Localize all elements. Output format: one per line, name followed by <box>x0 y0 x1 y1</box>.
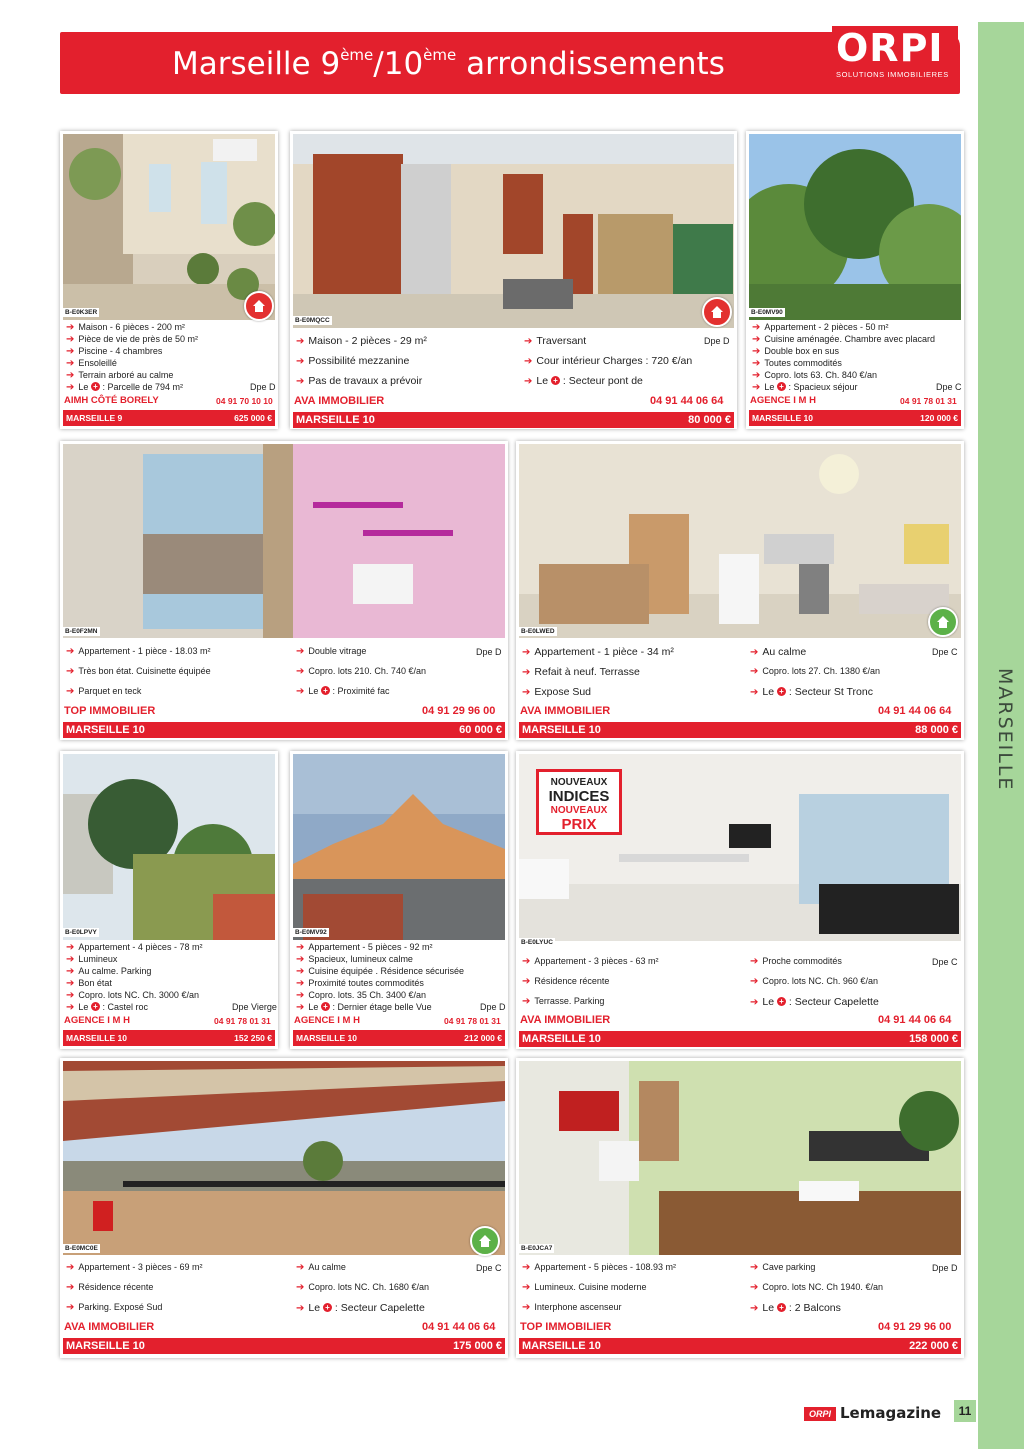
dpe-rating: Dpe C <box>476 1263 502 1273</box>
dpe-rating: Dpe D <box>476 647 502 657</box>
listing-card[interactable] <box>290 751 508 1049</box>
agency-name: AVA IMMOBILIER <box>64 1321 155 1333</box>
agency-phone[interactable]: 04 91 78 01 31 <box>214 1016 271 1026</box>
listing-ref: B-E0K3ER <box>65 309 98 316</box>
price-update-badge: NOUVEAUX INDICES NOUVEAUX PRIX <box>536 769 622 835</box>
feature-line: ➔ Cave parking <box>750 1262 816 1273</box>
feature-line: ➔ Lumineux <box>66 954 118 965</box>
price: 60 000 € <box>459 724 502 736</box>
feature-line: ➔ Copro. lots 27. Ch. 1380 €/an <box>750 666 880 677</box>
property-photo <box>519 1061 961 1255</box>
listing-ref: B-E0LWED <box>521 628 555 635</box>
listing-card[interactable] <box>290 131 737 429</box>
feature-line: ➔ Spacieux, lumineux calme <box>296 954 413 965</box>
listing-card[interactable] <box>60 441 508 740</box>
agency-name: TOP IMMOBILIER <box>520 1321 612 1333</box>
dpe-rating: Dpe Vierge <box>232 1002 277 1012</box>
feature-line: ➔ Double box en sus <box>752 346 839 357</box>
feature-line: ➔ Au calme <box>750 646 807 658</box>
property-photo <box>63 134 275 320</box>
plus-line: ➔ Le + : Dernier étage belle Vue <box>296 1002 432 1013</box>
feature-line: ➔ Résidence récente <box>522 976 610 987</box>
feature-line: ➔ Parquet en teck <box>66 686 142 697</box>
property-photo <box>293 134 734 328</box>
property-photo <box>63 444 505 638</box>
plus-line: ➔ Le + : Parcelle de 794 m² <box>66 382 183 393</box>
feature-line: ➔ Bon état <box>66 978 112 989</box>
feature-line: ➔ Terrasse. Parking <box>522 996 605 1007</box>
agency-phone[interactable]: 04 91 70 10 10 <box>216 396 273 406</box>
listing-ref: B-E0MC0E <box>65 1245 98 1252</box>
plus-line: ➔ Le + : Proximité fac <box>296 686 390 697</box>
feature-line: ➔ Appartement - 4 pièces - 78 m² <box>66 942 203 953</box>
price-bar <box>63 1030 275 1046</box>
city-label: MARSEILLE 10 <box>66 1340 145 1352</box>
feature-line: ➔ Copro. lots NC. Ch 1940. €/an <box>750 1282 883 1293</box>
page-title: Marseille 9ème/10ème arrondissements <box>172 46 725 82</box>
feature-line: ➔ Toutes commodités <box>752 358 842 369</box>
feature-line: ➔ Possibilité mezzanine <box>296 355 410 367</box>
plus-line: ➔ Le + : Spacieux séjour <box>752 382 858 393</box>
city-label: MARSEILLE 10 <box>522 724 601 736</box>
listing-card[interactable] <box>60 751 278 1049</box>
city-label: MARSEILLE 10 <box>522 1033 601 1045</box>
dpe-rating: Dpe C <box>932 957 958 967</box>
city-label: MARSEILLE 10 <box>66 724 145 736</box>
agency-name: TOP IMMOBILIER <box>64 705 156 717</box>
magazine-logo: ORPI Lemagazine <box>804 1404 950 1426</box>
property-photo <box>63 1061 505 1255</box>
feature-line: ➔ Très bon état. Cuisinette équipée <box>66 666 211 677</box>
plus-line: ➔ Le + : 2 Balcons <box>750 1302 841 1314</box>
listing-ref: B-E0MV92 <box>295 929 327 936</box>
dpe-rating: Dpe D <box>250 382 276 392</box>
feature-line: ➔ Refait à neuf. Terrasse <box>522 666 640 678</box>
feature-line: ➔ Expose Sud <box>522 686 592 698</box>
price: 212 000 € <box>464 1033 502 1043</box>
dpe-rating: Dpe D <box>704 336 730 346</box>
feature-line: ➔ Proximité toutes commodités <box>296 978 424 989</box>
red-house-icon <box>244 291 274 321</box>
price: 80 000 € <box>688 414 731 426</box>
listing-ref: B-E0MV90 <box>751 309 783 316</box>
property-photo <box>63 754 275 940</box>
price: 120 000 € <box>920 413 958 423</box>
feature-line: ➔ Cuisine aménagée. Chambre avec placard <box>752 334 935 345</box>
city-label: MARSEILLE 10 <box>752 413 813 423</box>
listing-card[interactable] <box>516 1058 964 1358</box>
feature-line: ➔ Pièce de vie de près de 50 m² <box>66 334 198 345</box>
dpe-rating: Dpe D <box>932 1263 958 1273</box>
feature-line: ➔ Copro. lots. 35 Ch. 3400 €/an <box>296 990 426 1001</box>
feature-line: ➔ Copro. lots 210. Ch. 740 €/an <box>296 666 426 677</box>
property-photo <box>749 134 961 320</box>
header-banner <box>60 32 960 94</box>
side-label: MARSEILLE <box>994 668 1016 792</box>
listing-ref: B-E0LYUC <box>521 939 553 946</box>
agency-phone[interactable]: 04 91 78 01 31 <box>900 396 957 406</box>
city-label: MARSEILLE 9 <box>66 413 123 423</box>
price: 175 000 € <box>453 1340 502 1352</box>
agency-name: AVA IMMOBILIER <box>294 395 385 407</box>
listing-card[interactable] <box>60 131 278 429</box>
feature-line: ➔ Copro. lots NC. Ch. 1680 €/an <box>296 1282 429 1293</box>
city-label: MARSEILLE 10 <box>296 414 375 426</box>
feature-line: ➔ Parking. Exposé Sud <box>66 1302 163 1313</box>
price-bar <box>293 1030 505 1046</box>
listing-card[interactable] <box>746 131 964 429</box>
feature-line: ➔ Appartement - 1 pièce - 18.03 m² <box>66 646 211 657</box>
feature-line: ➔ Ensoleillé <box>66 358 117 369</box>
listing-ref: B-E0LPVY <box>65 929 97 936</box>
plus-line: ➔ Le + : Secteur Capelette <box>750 996 879 1008</box>
plus-line: ➔ Le + : Castel roc <box>66 1002 148 1013</box>
agency-phone[interactable]: 04 91 44 06 64 <box>878 1014 952 1026</box>
price: 625 000 € <box>234 413 272 423</box>
listing-ref: B-E0MQCC <box>295 317 330 324</box>
feature-line: ➔ Maison - 2 pièces - 29 m² <box>296 335 427 347</box>
feature-line: ➔ Appartement - 3 pièces - 63 m² <box>522 956 659 967</box>
feature-line: ➔ Pas de travaux a prévoir <box>296 375 423 387</box>
price-bar <box>519 1338 961 1354</box>
dpe-rating: Dpe C <box>936 382 962 392</box>
agency-name: AVA IMMOBILIER <box>520 705 611 717</box>
price-bar <box>749 410 961 426</box>
feature-line: ➔ Résidence récente <box>66 1282 154 1293</box>
green-house-icon <box>470 1226 500 1256</box>
feature-line: ➔ Lumineux. Cuisine moderne <box>522 1282 647 1293</box>
agency-phone[interactable]: 04 91 78 01 31 <box>444 1016 501 1026</box>
price-bar <box>519 1031 961 1047</box>
feature-line: ➔ Maison - 6 pièces - 200 m² <box>66 322 185 333</box>
agency-phone[interactable]: 04 91 29 96 00 <box>422 705 496 717</box>
feature-line: ➔ Au calme. Parking <box>66 966 152 977</box>
price: 222 000 € <box>909 1340 958 1352</box>
price-bar <box>519 722 961 738</box>
price-bar <box>63 410 275 426</box>
feature-line: ➔ Copro. lots NC. Ch. 960 €/an <box>750 976 878 987</box>
feature-line: ➔ Appartement - 5 pièces - 92 m² <box>296 942 433 953</box>
property-photo <box>519 444 961 638</box>
feature-line: ➔ Interphone ascenseur <box>522 1302 622 1313</box>
feature-line: ➔ Traversant <box>524 335 587 347</box>
listing-ref: B-E0JCA7 <box>521 1245 553 1252</box>
agency-phone[interactable]: 04 91 29 96 00 <box>878 1321 952 1333</box>
feature-line: ➔ Au calme <box>296 1262 346 1273</box>
feature-line: ➔ Appartement - 3 pièces - 69 m² <box>66 1262 203 1273</box>
price: 158 000 € <box>909 1033 958 1045</box>
city-label: MARSEILLE 10 <box>66 1033 127 1043</box>
dpe-rating: Dpe C <box>932 647 958 657</box>
listing-card[interactable] <box>60 1058 508 1358</box>
price: 88 000 € <box>915 724 958 736</box>
feature-line: ➔ Double vitrage <box>296 646 367 657</box>
agency-name: AIMH CÔTÉ BORELY <box>64 395 159 406</box>
plus-line: ➔ Le + : Secteur Capelette <box>296 1302 425 1314</box>
agency-name: AGENCE I M H <box>750 395 816 406</box>
price: 152 250 € <box>234 1033 272 1043</box>
feature-line: ➔ Proche commodités <box>750 956 842 967</box>
green-house-icon <box>928 607 958 637</box>
plus-line: ➔ Le + : Secteur St Tronc <box>750 686 873 698</box>
feature-line: ➔ Cour intérieur Charges : 720 €/an <box>524 355 693 367</box>
agency-phone[interactable]: 04 91 44 06 64 <box>650 395 724 407</box>
city-label: MARSEILLE 10 <box>522 1340 601 1352</box>
city-label: MARSEILLE 10 <box>296 1033 357 1043</box>
orpi-logo: ORPI SOLUTIONS IMMOBILIERES <box>832 26 958 82</box>
agency-phone[interactable]: 04 91 44 06 64 <box>422 1321 496 1333</box>
feature-line: ➔ Copro. lots NC. Ch. 3000 €/an <box>66 990 199 1001</box>
agency-name: AGENCE I M H <box>64 1015 130 1026</box>
dpe-rating: Dpe D <box>480 1002 506 1012</box>
feature-line: ➔ Cuisine équipée . Résidence sécurisée <box>296 966 464 977</box>
plus-line: ➔ Le + : Secteur pont de <box>524 375 643 387</box>
price-bar <box>63 722 505 738</box>
feature-line: ➔ Appartement - 5 pièces - 108.93 m² <box>522 1262 676 1273</box>
feature-line: ➔ Piscine - 4 chambres <box>66 346 163 357</box>
price-bar <box>63 1338 505 1354</box>
price-bar <box>293 412 734 428</box>
listing-card[interactable] <box>516 441 964 740</box>
listing-card[interactable] <box>516 751 964 1049</box>
agency-name: AGENCE I M H <box>294 1015 360 1026</box>
feature-line: ➔ Terrain arboré au calme <box>66 370 174 381</box>
listing-ref: B-E0F2MN <box>65 628 98 635</box>
feature-line: ➔ Appartement - 1 pièce - 34 m² <box>522 646 674 658</box>
property-photo <box>293 754 505 940</box>
red-house-icon <box>702 297 732 327</box>
feature-line: ➔ Appartement - 2 pièces - 50 m² <box>752 322 889 333</box>
page-number: 11 <box>954 1400 976 1422</box>
agency-phone[interactable]: 04 91 44 06 64 <box>878 705 952 717</box>
feature-line: ➔ Copro. lots 63. Ch. 840 €/an <box>752 370 877 381</box>
agency-name: AVA IMMOBILIER <box>520 1014 611 1026</box>
